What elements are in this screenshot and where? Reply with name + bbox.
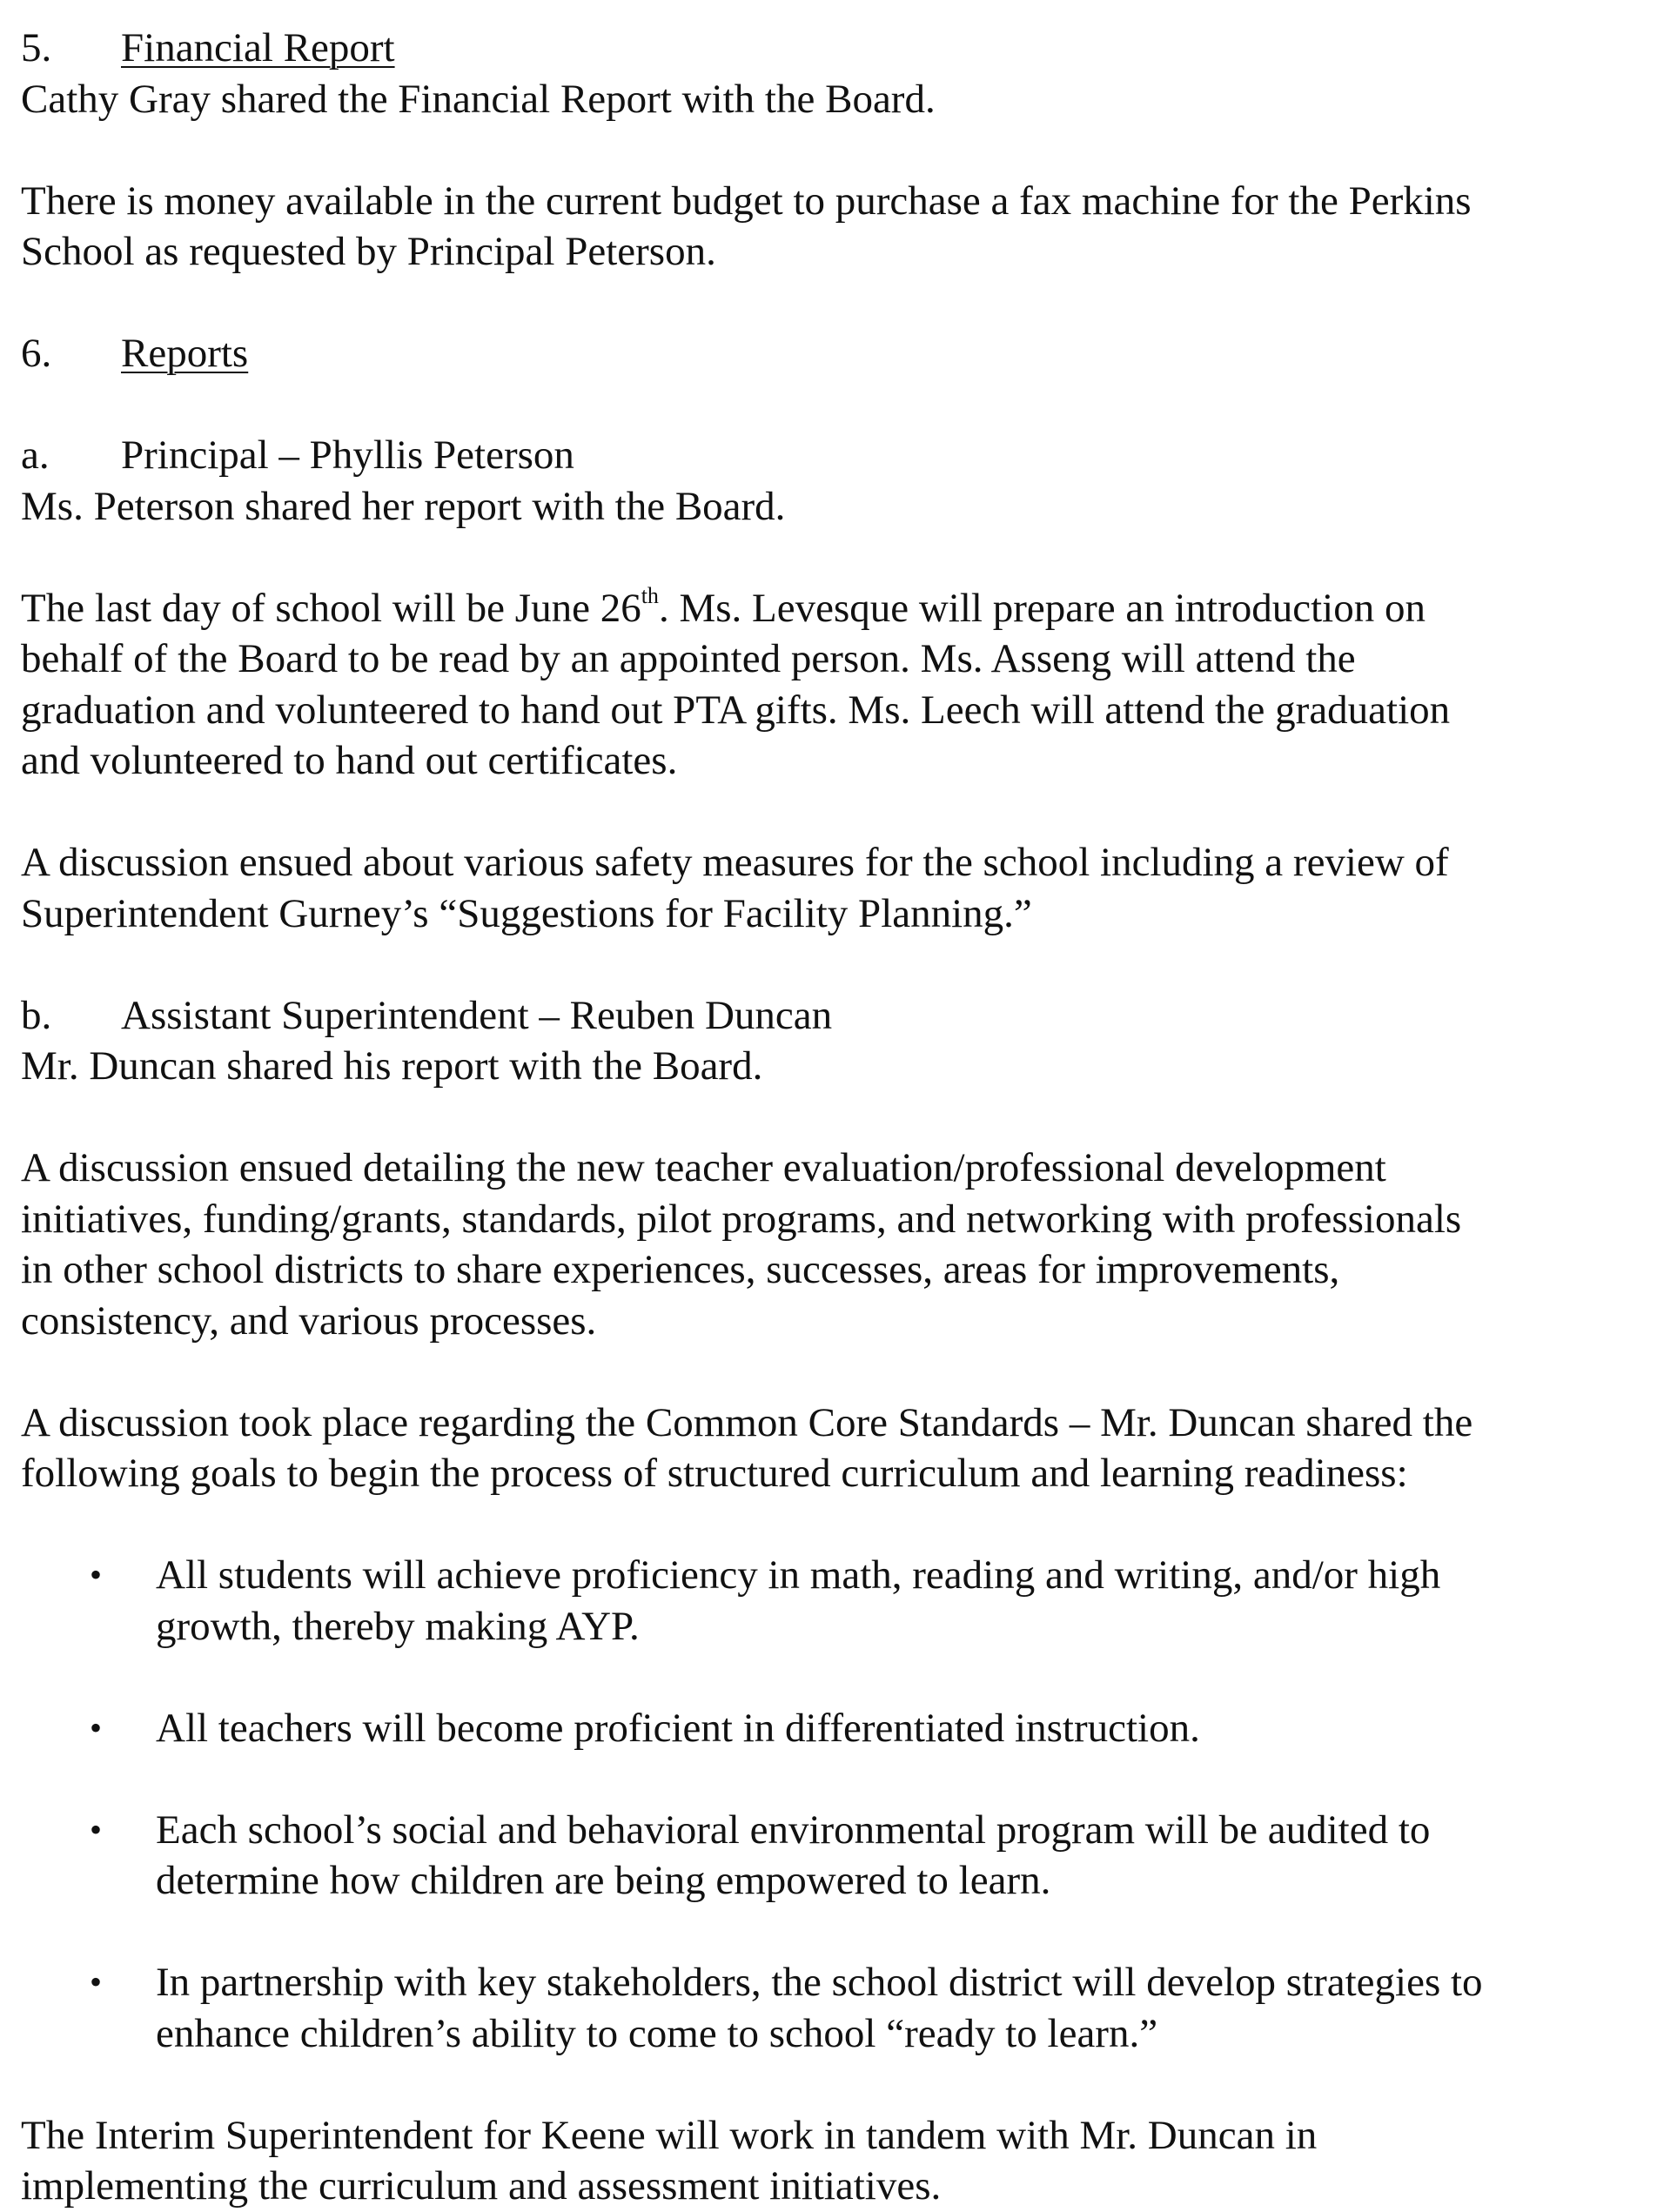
list-item-line: All students will achieve proficiency in math, reading and writing, and/or high: [156, 1552, 1441, 1598]
paragraph-line: and volunteered to hand out certificates.: [21, 738, 678, 783]
paragraph-line: The Interim Superintendent for Keene will work in tandem with Mr. Duncan in: [21, 2112, 1318, 2158]
list-item: [21, 1805, 1640, 1907]
list-item-line: determine how children are being empowered to learn.: [156, 1858, 1051, 1903]
document-page: [21, 23, 1640, 2212]
paragraph-line: Mr. Duncan shared his report with the Board.: [21, 1043, 763, 1089]
paragraph-line: A discussion ensued detailing the new teacher evaluation/professional development: [21, 1145, 1386, 1190]
superscript: th: [641, 582, 659, 608]
paragraph-line: [21, 583, 1640, 634]
list-item: [21, 1703, 1640, 1754]
section-6-heading: [21, 328, 1640, 379]
goals-list: [21, 1550, 1640, 2059]
paragraph-line: graduation and volunteered to hand out PTA gifts. Ms. Leech will attend the graduation: [21, 687, 1451, 733]
subsection-letter: a.: [21, 432, 50, 478]
bullet-icon: •: [90, 1555, 103, 1594]
bullet-icon: •: [90, 1962, 103, 2001]
paragraph-line: School as requested by Principal Peterson.: [21, 229, 716, 274]
section-number: 5.: [21, 25, 52, 70]
section-number: 6.: [21, 331, 52, 376]
paragraph-line: initiatives, funding/grants, standards, pilot programs, and networking with professionals: [21, 1196, 1462, 1242]
paragraph-line: Superintendent Gurney’s “Suggestions for Facility Planning.”: [21, 890, 1032, 936]
text-run: The last day of school will be June 26: [21, 585, 641, 631]
subsection-title: Principal – Phyllis Peterson: [121, 432, 574, 478]
list-item-line: Each school’s social and behavioral environmental program will be audited to: [156, 1806, 1431, 1853]
list-item: [21, 1550, 1640, 1652]
list-item: [21, 1957, 1640, 2059]
subsection-title: Assistant Superintendent – Reuben Duncan: [121, 992, 833, 1038]
list-item-line: enhance children’s ability to come to school “ready to learn.”: [156, 2010, 1158, 2056]
section-title: Financial Report: [121, 25, 395, 70]
paragraph-line: There is money available in the current budget to purchase a fax machine for the Perkins: [21, 178, 1472, 224]
paragraph-line: behalf of the Board to be read by an appointed person. Ms. Asseng will attend the: [21, 636, 1356, 681]
section-5-heading: [21, 23, 1640, 74]
subsection-b-heading: [21, 990, 1640, 1042]
paragraph-line: A discussion took place regarding the Common Core Standards – Mr. Duncan shared the: [21, 1399, 1473, 1445]
paragraph-line: implementing the curriculum and assessment initiatives.: [21, 2163, 942, 2209]
paragraph-line: consistency, and various processes.: [21, 1297, 597, 1344]
bullet-icon: •: [90, 1809, 103, 1849]
paragraph-line: Cathy Gray shared the Financial Report with the Board.: [21, 76, 936, 122]
subsection-a-heading: [21, 430, 1640, 481]
paragraph-line: A discussion ensued about various safety measures for the school including a review of: [21, 840, 1449, 885]
paragraph-line: in other school districts to share experiences, successes, areas for improvements,: [21, 1247, 1340, 1292]
paragraph-line: following goals to begin the process of structured curriculum and learning readiness:: [21, 1451, 1408, 1496]
subsection-letter: b.: [21, 992, 52, 1038]
list-item-line: In partnership with key stakeholders, the school district will develop strategies to: [156, 1960, 1483, 2005]
list-item-line: growth, thereby making AYP.: [156, 1603, 640, 1649]
list-item-line: All teachers will become proficient in differentiated instruction.: [156, 1705, 1200, 1751]
bullet-icon: •: [90, 1707, 103, 1747]
paragraph-line: Ms. Peterson shared her report with the Board.: [21, 483, 786, 529]
section-title: Reports: [121, 331, 249, 376]
text-run: . Ms. Levesque will prepare an introduction on: [658, 585, 1426, 631]
